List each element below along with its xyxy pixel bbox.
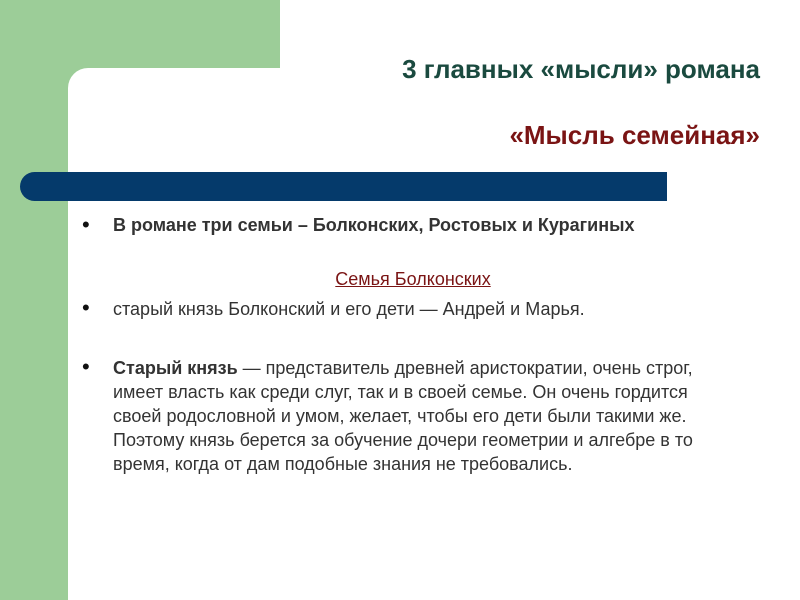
link-bolkonsky-family[interactable]: Семья Болконских xyxy=(335,269,491,289)
slide-title: 3 главных «мысли» романа xyxy=(402,54,760,84)
bullet-text-bolkonsky-members: старый князь Болконский и его дети — Андрей и Марья. xyxy=(113,299,585,319)
title-divider-bar xyxy=(20,172,667,201)
old-prince-description: — представитель древней аристократии, очень строг, имеет власть как среди слуг, так и в своей семье. Он очень гордится своей родословной и умом, желает, чтобы его дети были такими же. Поэтому князь берется за обучение дочери геометрии и алгебре в то время, когда от дам подобные знания не требовались. xyxy=(113,358,693,474)
slide-subtitle: «Мысль семейная» xyxy=(509,120,760,150)
bullet-text-families: В романе три семьи – Болконских, Ростовых и Курагиных xyxy=(113,215,635,235)
bullet-marker: • xyxy=(82,354,90,379)
bullet-marker: • xyxy=(82,212,90,237)
bullet-text-old-prince xyxy=(113,356,703,476)
old-prince-lead: Старый князь xyxy=(113,358,238,378)
bullet-marker: • xyxy=(82,295,90,320)
